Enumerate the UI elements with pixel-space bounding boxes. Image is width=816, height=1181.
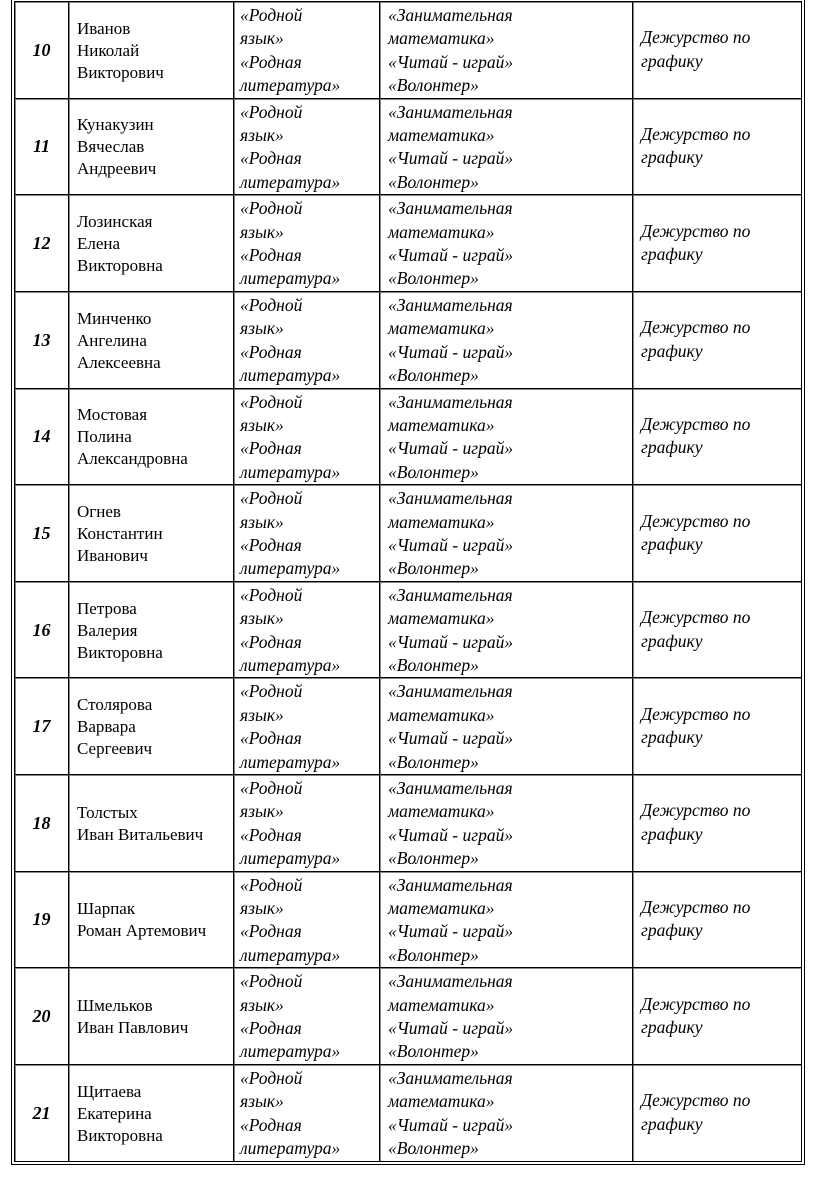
duty-schedule <box>633 872 802 969</box>
schedule-table-wrapper <box>14 1 802 1162</box>
student-name <box>69 2 234 99</box>
table-row <box>15 1065 802 1162</box>
student-name-line: Иванов <box>77 18 131 38</box>
subjects-activities-line: математика» <box>388 318 495 339</box>
student-name-line: Столярова <box>77 695 153 715</box>
duty-schedule <box>633 485 802 582</box>
student-name-line: Валерия <box>77 620 138 640</box>
table-row <box>15 872 802 969</box>
table-row <box>15 389 802 486</box>
subjects-language-line: язык» <box>240 511 284 532</box>
duty-schedule-line: графику <box>641 1017 703 1038</box>
duty-schedule-line: графику <box>641 727 703 748</box>
subjects-activities <box>380 1065 633 1162</box>
student-activities-table <box>14 1 802 1162</box>
subjects-activities <box>380 872 633 969</box>
subjects-activities-line: математика» <box>388 125 495 146</box>
subjects-activities <box>380 775 633 872</box>
student-name-line: Вячеслав <box>77 137 145 157</box>
subjects-language-line: язык» <box>240 28 284 49</box>
student-name-line: Екатерина <box>77 1103 152 1123</box>
subjects-activities <box>380 389 633 486</box>
subjects-language-line: «Родная <box>240 1018 302 1039</box>
student-name <box>69 872 234 969</box>
student-name <box>69 968 234 1065</box>
student-name <box>69 775 234 872</box>
subjects-language-line: язык» <box>240 994 284 1015</box>
subjects-activities-line: «Занимательная <box>388 681 513 702</box>
duty-schedule <box>633 1065 802 1162</box>
duty-schedule-line: графику <box>641 823 703 844</box>
subjects-language <box>234 775 380 872</box>
subjects-activities-line: математика» <box>388 898 495 919</box>
subjects-activities-line: «Занимательная <box>388 778 513 798</box>
subjects-language-line: литература» <box>240 171 341 192</box>
subjects-activities-line: «Читай - играй» <box>388 631 514 652</box>
duty-schedule-line: Дежурство по <box>641 220 751 241</box>
student-name <box>69 195 234 292</box>
subjects-activities-line: математика» <box>388 28 495 49</box>
duty-schedule <box>633 99 802 196</box>
subjects-language-line: «Родной <box>240 971 303 992</box>
duty-schedule <box>633 195 802 292</box>
duty-schedule-line: графику <box>641 147 703 168</box>
subjects-activities-line: «Занимательная <box>388 584 513 605</box>
subjects-language-line: «Родной <box>240 294 303 315</box>
subjects-activities <box>380 968 633 1065</box>
student-name-line: Викторович <box>77 62 164 82</box>
student-name <box>69 292 234 389</box>
subjects-activities-line: «Волонтер» <box>388 848 479 869</box>
subjects-language-line: язык» <box>240 608 284 629</box>
duty-schedule <box>633 775 802 872</box>
subjects-language-line: «Родная <box>240 438 302 459</box>
subjects-activities-line: «Занимательная <box>388 874 513 895</box>
subjects-language-line: язык» <box>240 801 284 822</box>
subjects-language-line: «Родной <box>240 391 303 412</box>
student-name-line: Петрова <box>77 598 137 618</box>
row-number: 10 <box>15 2 69 99</box>
subjects-language-line: «Родная <box>240 728 302 749</box>
subjects-activities <box>380 292 633 389</box>
subjects-activities-line: «Читай - играй» <box>388 245 514 266</box>
subjects-activities-line: «Волонтер» <box>388 944 479 965</box>
student-name-line: Роман Артемович <box>77 921 207 941</box>
subjects-language-line: литература» <box>240 1041 341 1062</box>
table-row <box>15 968 802 1065</box>
subjects-activities-line: «Читай - играй» <box>388 728 514 749</box>
subjects-language-line: «Родной <box>240 778 303 798</box>
subjects-activities-line: «Читай - играй» <box>388 824 514 845</box>
subjects-language-line: литературa» <box>240 848 341 869</box>
subjects-language-line: язык» <box>240 414 284 435</box>
student-name <box>69 678 234 775</box>
student-name-line: Викторовна <box>77 256 163 276</box>
subjects-language-line: литература» <box>240 268 341 289</box>
student-name <box>69 99 234 196</box>
subjects-activities-line: «Читай - играй» <box>388 1018 514 1039</box>
subjects-language-line: язык» <box>240 704 284 725</box>
subjects-activities-line: математика» <box>388 994 495 1015</box>
subjects-language-line: литература» <box>240 1138 341 1159</box>
subjects-language-line: «Родной <box>240 5 303 25</box>
subjects-activities-line: математика» <box>388 608 495 629</box>
subjects-language <box>234 389 380 486</box>
subjects-activities-line: «Волонтер» <box>388 1041 479 1062</box>
duty-schedule-line: Дежурство по <box>641 993 751 1014</box>
student-name-line: Викторовна <box>77 642 163 662</box>
table-row <box>15 582 802 679</box>
subjects-language-line: «Родная <box>240 51 302 72</box>
subjects-activities-line: «Читай - играй» <box>388 148 514 169</box>
subjects-language <box>234 2 380 99</box>
row-number: 13 <box>15 292 69 389</box>
student-name <box>69 389 234 486</box>
subjects-activities-line: «Волонтер» <box>388 171 479 192</box>
subjects-language-line: язык» <box>240 318 284 339</box>
subjects-language-line: литература» <box>240 75 341 96</box>
subjects-language-line: «Родная <box>240 148 302 169</box>
student-name-line: Алексеевна <box>77 352 161 372</box>
duty-schedule-line: графику <box>641 437 703 458</box>
table-row <box>15 2 802 99</box>
student-name-line: Шарпак <box>77 899 136 919</box>
subjects-language-line: «Родной <box>240 1067 303 1088</box>
row-number: 17 <box>15 678 69 775</box>
student-name-line: Александровна <box>77 449 188 469</box>
row-number: 15 <box>15 485 69 582</box>
row-number: 12 <box>15 195 69 292</box>
duty-schedule-line: графику <box>641 630 703 651</box>
subjects-language <box>234 195 380 292</box>
subjects-activities-line: «Волонтер» <box>388 461 479 482</box>
duty-schedule-line: графику <box>641 340 703 361</box>
subjects-language-line: язык» <box>240 221 284 242</box>
subjects-language-line: язык» <box>240 1091 284 1112</box>
subjects-language <box>234 582 380 679</box>
duty-schedule <box>633 968 802 1065</box>
subjects-language-line: «Родной <box>240 681 303 702</box>
subjects-language-line: литература» <box>240 751 341 772</box>
subjects-activities-line: «Читай - играй» <box>388 921 514 942</box>
subjects-activities-line: «Волонтер» <box>388 1138 479 1159</box>
subjects-activities <box>380 195 633 292</box>
duty-schedule-line: графику <box>641 533 703 554</box>
duty-schedule-line: графику <box>641 50 703 71</box>
subjects-language-line: литература» <box>240 654 341 675</box>
student-name <box>69 1065 234 1162</box>
subjects-activities <box>380 2 633 99</box>
student-name-line: Иванович <box>77 545 148 565</box>
student-name-line: Иван Павлович <box>77 1018 189 1038</box>
subjects-language-line: язык» <box>240 898 284 919</box>
duty-schedule <box>633 582 802 679</box>
subjects-language-line: «Родная <box>240 921 302 942</box>
student-name-line: Полина <box>77 427 132 447</box>
student-name-line: Ангелина <box>77 330 147 350</box>
subjects-language <box>234 1065 380 1162</box>
duty-schedule <box>633 389 802 486</box>
subjects-activities-line: «Занимательная <box>388 5 513 25</box>
student-name-line: Андреевич <box>77 159 157 179</box>
row-number: 18 <box>15 775 69 872</box>
table-row <box>15 292 802 389</box>
subjects-activities-line: математика» <box>388 801 495 822</box>
subjects-activities <box>380 485 633 582</box>
subjects-activities-line: «Волонтер» <box>388 654 479 675</box>
duty-schedule-line: Дежурство по <box>641 510 751 531</box>
duty-schedule <box>633 292 802 389</box>
student-name-line: Николай <box>77 40 140 60</box>
table-body <box>15 2 802 1162</box>
student-name-line: Константин <box>77 523 163 543</box>
student-name-line: Минченко <box>77 308 152 328</box>
subjects-activities-line: «Занимательная <box>388 391 513 412</box>
student-name-line: Огнев <box>77 501 121 521</box>
duty-schedule <box>633 2 802 99</box>
student-name-line: Шмельков <box>77 996 153 1016</box>
row-number: 14 <box>15 389 69 486</box>
student-name-line: Толстых <box>77 802 138 822</box>
subjects-activities-line: «Занимательная <box>388 488 513 509</box>
subjects-language <box>234 872 380 969</box>
subjects-language-line: литература» <box>240 461 341 482</box>
subjects-activities-line: «Волонтер» <box>388 558 479 579</box>
subjects-language <box>234 99 380 196</box>
subjects-language-line: «Родная <box>240 1114 302 1135</box>
student-name-line: Щитаева <box>77 1081 142 1101</box>
subjects-language-line: литература» <box>240 365 341 386</box>
student-name-line: Кунакузин <box>77 115 154 135</box>
table-row <box>15 485 802 582</box>
row-number: 19 <box>15 872 69 969</box>
duty-schedule <box>633 678 802 775</box>
subjects-activities-line: математика» <box>388 704 495 725</box>
duty-schedule-line: графику <box>641 244 703 265</box>
subjects-language-line: «Родной <box>240 584 303 605</box>
subjects-activities <box>380 678 633 775</box>
subjects-activities-line: «Волонтер» <box>388 268 479 289</box>
student-name-line: Мостовая <box>77 405 148 425</box>
subjects-activities-line: математика» <box>388 1091 495 1112</box>
table-row <box>15 99 802 196</box>
subjects-activities-line: математика» <box>388 414 495 435</box>
subjects-language-line: «Родной <box>240 101 303 122</box>
subjects-language-line: «Родная <box>240 534 302 555</box>
subjects-activities-line: «Читай - играй» <box>388 534 514 555</box>
student-name <box>69 582 234 679</box>
subjects-language-line: язык» <box>240 125 284 146</box>
subjects-activities-line: «Занимательная <box>388 971 513 992</box>
subjects-language-line: «Родная <box>240 341 302 362</box>
subjects-language-line: «Родная <box>240 631 302 652</box>
subjects-language-line: «Родная <box>240 245 302 266</box>
student-name-line: Сергеевич <box>77 739 153 759</box>
subjects-language <box>234 292 380 389</box>
duty-schedule-line: Дежурство по <box>641 413 751 434</box>
subjects-language <box>234 485 380 582</box>
subjects-activities-line: «Занимательная <box>388 294 513 315</box>
duty-schedule-line: Дежурство по <box>641 124 751 145</box>
duty-schedule-line: Дежурство по <box>641 800 751 821</box>
table-row <box>15 195 802 292</box>
student-name-line: Иван Витальевич <box>77 824 204 844</box>
subjects-activities-line: «Занимательная <box>388 198 513 219</box>
row-number: 20 <box>15 968 69 1065</box>
subjects-language-line: литература» <box>240 558 341 579</box>
duty-schedule-line: Дежурство по <box>641 1090 751 1111</box>
student-name-line: Варвара <box>77 717 136 737</box>
duty-schedule-line: Дежурство по <box>641 27 751 48</box>
subjects-language-line: «Родная <box>240 824 302 845</box>
subjects-language-line: «Родной <box>240 198 303 219</box>
subjects-language-line: литература» <box>240 944 341 965</box>
subjects-language <box>234 678 380 775</box>
subjects-language-line: «Родной <box>240 874 303 895</box>
subjects-activities-line: «Волонтер» <box>388 365 479 386</box>
row-number: 11 <box>15 99 69 196</box>
subjects-activities <box>380 582 633 679</box>
subjects-activities-line: математика» <box>388 221 495 242</box>
row-number: 16 <box>15 582 69 679</box>
subjects-activities-line: «Читай - играй» <box>388 1114 514 1135</box>
duty-schedule-line: Дежурство по <box>641 607 751 628</box>
subjects-activities-line: математика» <box>388 511 495 532</box>
table-row <box>15 775 802 872</box>
subjects-activities-line: «Волонтер» <box>388 751 479 772</box>
subjects-activities-line: «Читай - играй» <box>388 438 514 459</box>
duty-schedule-line: Дежурство по <box>641 897 751 918</box>
subjects-language-line: «Родной <box>240 488 303 509</box>
duty-schedule-line: Дежурство по <box>641 317 751 338</box>
student-name-line: Викторовна <box>77 1125 163 1145</box>
duty-schedule-line: графику <box>641 920 703 941</box>
student-name-line: Лозинская <box>77 212 153 232</box>
subjects-activities-line: «Волонтер» <box>388 75 479 96</box>
subjects-language <box>234 968 380 1065</box>
subjects-activities-line: «Занимательная <box>388 1067 513 1088</box>
subjects-activities <box>380 99 633 196</box>
row-number: 21 <box>15 1065 69 1162</box>
student-name-line: Елена <box>77 234 121 254</box>
duty-schedule-line: Дежурство по <box>641 703 751 724</box>
table-row <box>15 678 802 775</box>
subjects-activities-line: «Читай - играй» <box>388 341 514 362</box>
subjects-activities-line: «Занимательная <box>388 101 513 122</box>
duty-schedule-line: графику <box>641 1113 703 1134</box>
subjects-activities-line: «Читай - играй» <box>388 51 514 72</box>
student-name <box>69 485 234 582</box>
